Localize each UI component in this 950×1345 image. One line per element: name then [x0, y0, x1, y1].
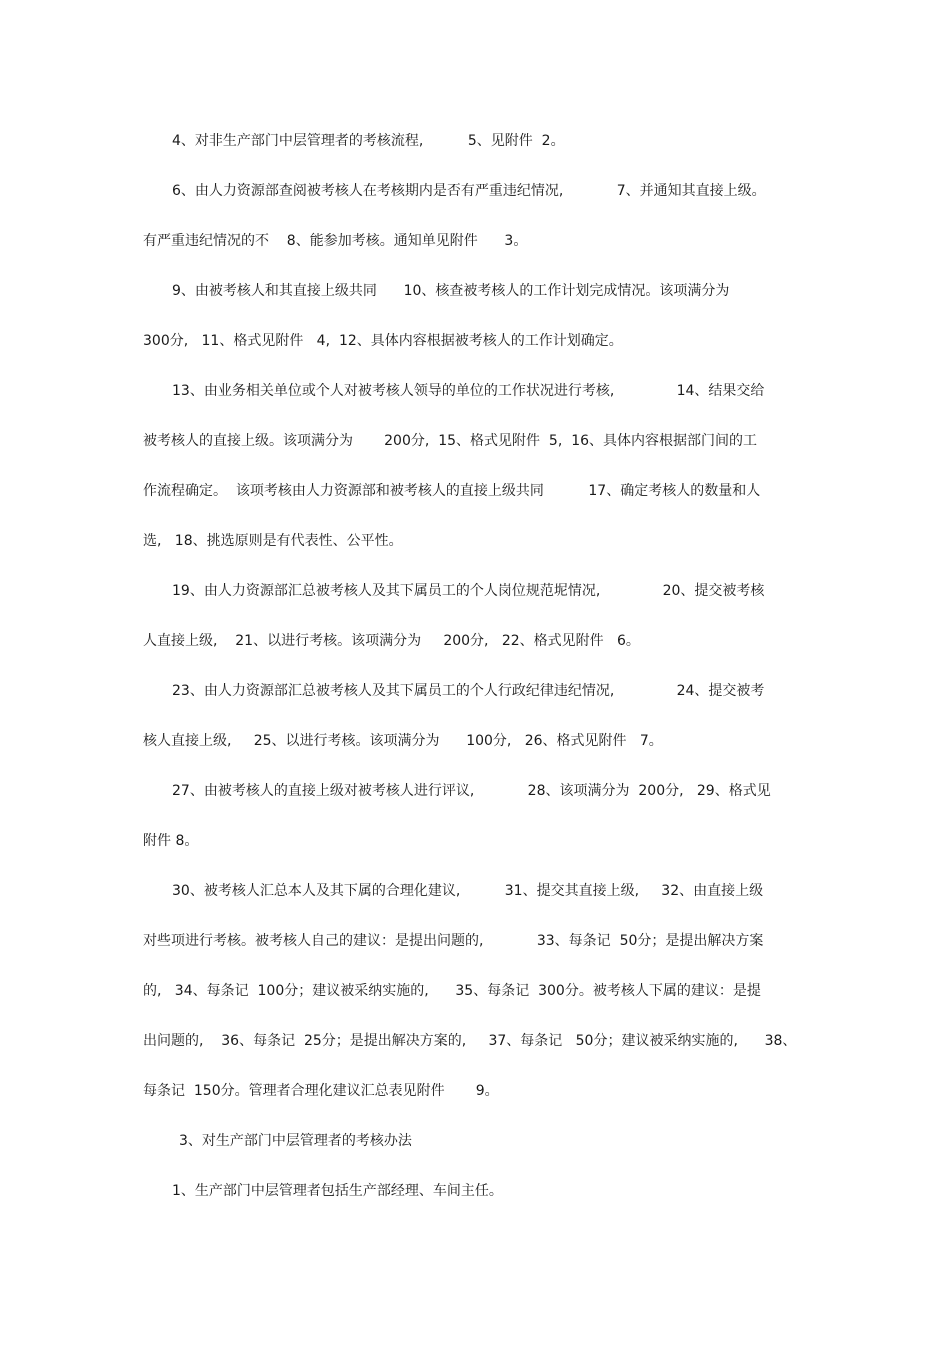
- paragraph-line: 300分, 11、格式见附件 4, 12、具体内容根据被考核人的工作计划确定。: [143, 333, 623, 349]
- paragraph-line: 对些项进行考核。被考核人自己的建议：是提出问题的, 33、每条记 50分；是提出解决方案: [143, 933, 764, 949]
- paragraph-line: 被考核人的直接上级。该项满分为 200分, 15、格式见附件 5, 16、具体内容根据部门间的工: [143, 433, 758, 449]
- paragraph-line: 23、由人力资源部汇总被考核人及其下属员工的个人行政纪律违纪情况, 24、提交被考: [172, 683, 765, 699]
- section-heading: 3、对生产部门中层管理者的考核办法: [179, 1133, 412, 1149]
- paragraph-line: 13、由业务相关单位或个人对被考核人领导的单位的工作状况进行考核, 14、结果交给: [172, 383, 765, 399]
- paragraph-line: 每条记 150分。管理者合理化建议汇总表见附件 9。: [143, 1083, 499, 1099]
- paragraph-line: 1、生产部门中层管理者包括生产部经理、车间主任。: [172, 1183, 503, 1199]
- paragraph-line: 19、由人力资源部汇总被考核人及其下属员工的个人岗位规范坭情况, 20、提交被考核: [172, 583, 765, 599]
- paragraph-line: 核人直接上级, 25、以进行考核。该项满分为 100分, 26、格式见附件 7。: [143, 733, 663, 749]
- paragraph-line: 27、由被考核人的直接上级对被考核人进行评议, 28、该项满分为 200分, 29、格式见: [172, 783, 771, 799]
- paragraph-line: 附件 8。: [143, 833, 199, 849]
- paragraph-line: 4、对非生产部门中层管理者的考核流程, 5、见附件 2。: [172, 133, 565, 149]
- paragraph-line: 出问题的, 36、每条记 25分；是提出解决方案的, 37、每条记 50分；建议被采纳实施的, 38、: [143, 1033, 797, 1049]
- paragraph-line: 30、被考核人汇总本人及其下属的合理化建议, 31、提交其直接上级, 32、由直接上级: [172, 883, 764, 899]
- paragraph-line: 9、由被考核人和其直接上级共同 10、核查被考核人的工作计划完成情况。该项满分为: [172, 283, 730, 299]
- paragraph-line: 有严重违纪情况的不 8、能参加考核。通知单见附件 3。: [143, 233, 528, 249]
- paragraph-line: 的, 34、每条记 100分；建议被采纳实施的, 35、每条记 300分。被考核人下属的建议：是提: [143, 983, 761, 999]
- paragraph-line: 作流程确定。 该项考核由人力资源部和被考核人的直接上级共同 17、确定考核人的数量和人: [143, 483, 761, 499]
- paragraph-line: 人直接上级, 21、以进行考核。该项满分为 200分, 22、格式见附件 6。: [143, 633, 640, 649]
- paragraph-line: 6、由人力资源部查阅被考核人在考核期内是否有严重违纪情况, 7、并通知其直接上级。: [172, 183, 766, 199]
- paragraph-line: 选, 18、挑选原则是有代表性、公平性。: [143, 533, 403, 549]
